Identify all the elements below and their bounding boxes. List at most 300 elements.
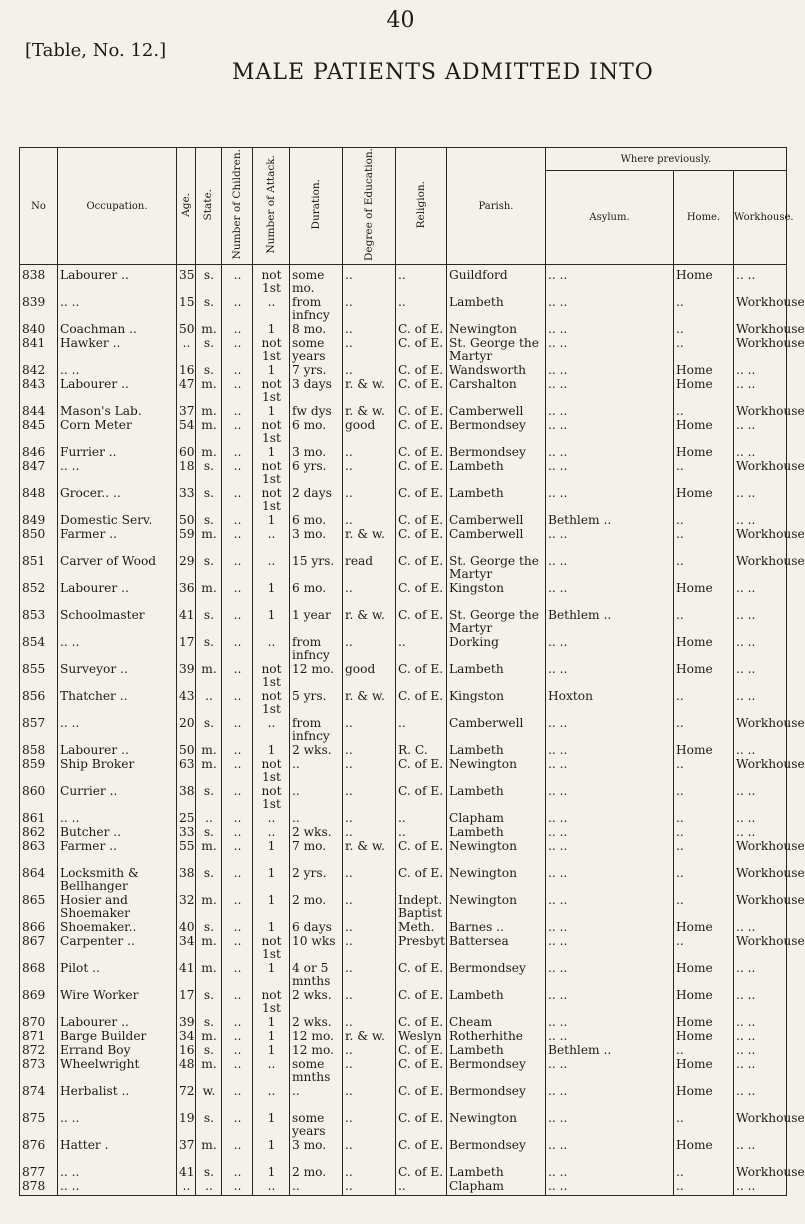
cell-age: 20 [177,716,196,743]
cell-occupation: Surveyor .. [58,662,177,689]
cell-age: 35 [177,265,196,296]
cell-asylum: .. .. [546,1057,674,1084]
cell-duration: 2 wks. [290,1015,343,1029]
cell-no: 845 [20,418,58,445]
col-header-asylum: Asylum. [546,171,674,265]
cell-state: s. [196,1111,222,1138]
cell-home: .. [674,295,734,322]
cell-age: 59 [177,527,196,554]
cell-parish: Battersea [447,934,546,961]
cell-workhouse: .. .. [734,1029,787,1043]
cell-no: 871 [20,1029,58,1043]
table-row [20,1165,787,1179]
cell-no: 863 [20,839,58,866]
cell-duration: .. [290,811,343,825]
cell-workhouse: .. .. [734,1015,787,1029]
cell-state: m. [196,1138,222,1165]
cell-occupation: Schoolmaster [58,608,177,635]
col-header-state-text: State. [202,188,214,221]
cell-asylum: .. .. [546,459,674,486]
cell-no: 877 [20,1165,58,1179]
cell-age: 50 [177,513,196,527]
cell-occupation: Farmer .. [58,527,177,554]
cell-parish: Clapham [447,1179,546,1196]
cell-children: .. [222,1138,253,1165]
cell-duration: 10 wks [290,934,343,961]
table-row [20,757,787,784]
cell-education: .. [343,988,396,1015]
cell-state: m. [196,418,222,445]
cell-children: .. [222,322,253,336]
cell-occupation: Hawker .. [58,336,177,363]
cell-no: 872 [20,1043,58,1057]
cell-education: .. [343,893,396,920]
cell-no: 864 [20,866,58,893]
cell-state: m. [196,445,222,459]
table-row [20,1057,787,1084]
cell-children: .. [222,811,253,825]
cell-workhouse: .. .. [734,662,787,689]
cell-parish: Lambeth [447,1043,546,1057]
cell-state: s. [196,635,222,662]
page-heading: MALE PATIENTS ADMITTED INTO [232,60,654,85]
cell-attack: 1 [253,513,290,527]
cell-asylum: .. .. [546,961,674,988]
cell-age: 32 [177,893,196,920]
cell-no: 852 [20,581,58,608]
cell-asylum: .. .. [546,893,674,920]
cell-occupation: Furrier .. [58,445,177,459]
cell-religion: Meth. [396,920,447,934]
cell-attack: .. [253,716,290,743]
cell-home: Home [674,1015,734,1029]
cell-state: s. [196,486,222,513]
cell-home: .. [674,608,734,635]
cell-education: read [343,554,396,581]
cell-workhouse: Workhouse [734,839,787,866]
cell-home: Home [674,445,734,459]
cell-occupation: .. .. [58,1111,177,1138]
cell-home: .. [674,513,734,527]
table-row [20,445,787,459]
cell-home: .. [674,1043,734,1057]
cell-no: 855 [20,662,58,689]
cell-occupation: Labourer .. [58,377,177,404]
cell-religion: C. of E. [396,581,447,608]
col-header-education-text: Degree of Education. [362,148,375,261]
table-row [20,527,787,554]
cell-religion: C. of E. [396,1111,447,1138]
cell-occupation: Mason's Lab. [58,404,177,418]
table-row [20,1084,787,1111]
cell-education: r. & w. [343,377,396,404]
cell-occupation: .. .. [58,716,177,743]
cell-workhouse: .. .. [734,486,787,513]
cell-workhouse: .. .. [734,743,787,757]
cell-duration: 1 year [290,608,343,635]
cell-occupation: .. .. [58,811,177,825]
cell-religion: C. of E. [396,757,447,784]
cell-occupation: .. .. [58,363,177,377]
cell-workhouse: .. .. [734,689,787,716]
cell-occupation: Carpenter .. [58,934,177,961]
cell-home: .. [674,811,734,825]
cell-attack: 1 [253,839,290,866]
cell-duration: 3 mo. [290,527,343,554]
cell-home: Home [674,635,734,662]
table-row [20,295,787,322]
cell-workhouse: Workhouse [734,757,787,784]
cell-home: .. [674,1111,734,1138]
cell-state: m. [196,1057,222,1084]
cell-attack: not 1st [253,377,290,404]
cell-children: .. [222,920,253,934]
cell-religion: C. of E. [396,554,447,581]
cell-workhouse: .. .. [734,581,787,608]
cell-attack: 1 [253,920,290,934]
cell-parish: Lambeth [447,662,546,689]
cell-education: .. [343,581,396,608]
cell-home: .. [674,866,734,893]
cell-attack: 1 [253,581,290,608]
cell-education: .. [343,459,396,486]
cell-parish: Bermondsey [447,1084,546,1111]
cell-occupation: Labourer .. [58,743,177,757]
table-row [20,418,787,445]
cell-religion: C. of E. [396,839,447,866]
cell-children: .. [222,1015,253,1029]
cell-attack: .. [253,825,290,839]
cell-no: 846 [20,445,58,459]
cell-age: 39 [177,662,196,689]
cell-education: .. [343,1179,396,1196]
cell-asylum: .. .. [546,404,674,418]
cell-home: Home [674,988,734,1015]
cell-attack: 1 [253,1165,290,1179]
cell-religion: C. of E. [396,322,447,336]
cell-asylum: .. .. [546,1029,674,1043]
cell-parish: St. George the Martyr [447,336,546,363]
cell-education: .. [343,445,396,459]
cell-attack: 1 [253,404,290,418]
table-row [20,265,787,296]
table-row [20,1111,787,1138]
cell-education: r. & w. [343,689,396,716]
cell-asylum: .. .. [546,1111,674,1138]
cell-religion: C. of E. [396,866,447,893]
col-header-religion [396,148,447,265]
cell-no: 851 [20,554,58,581]
cell-state: m. [196,934,222,961]
cell-no: 854 [20,635,58,662]
cell-asylum: .. .. [546,784,674,811]
cell-asylum: .. .. [546,1165,674,1179]
cell-home: .. [674,322,734,336]
cell-state: s. [196,608,222,635]
cell-duration: some mnths [290,1057,343,1084]
cell-no: 875 [20,1111,58,1138]
cell-occupation: Ship Broker [58,757,177,784]
cell-parish: Bermondsey [447,1138,546,1165]
cell-attack: 1 [253,866,290,893]
cell-parish: Newington [447,757,546,784]
col-header-attack-text: Number of Attack. [264,155,277,254]
cell-education: .. [343,743,396,757]
cell-age: 41 [177,1165,196,1179]
cell-attack: not 1st [253,662,290,689]
cell-state: s. [196,866,222,893]
cell-children: .. [222,662,253,689]
cell-education: .. [343,1084,396,1111]
cell-attack: 1 [253,1029,290,1043]
cell-age: 17 [177,988,196,1015]
cell-education: .. [343,295,396,322]
cell-occupation: Errand Boy [58,1043,177,1057]
cell-home: .. [674,554,734,581]
cell-state: s. [196,1165,222,1179]
patients-table [19,147,805,1196]
cell-duration: some years [290,1111,343,1138]
cell-religion: C. of E. [396,1043,447,1057]
cell-no: 841 [20,336,58,363]
cell-education: .. [343,513,396,527]
cell-home: Home [674,662,734,689]
cell-education: .. [343,961,396,988]
cell-state: m. [196,377,222,404]
cell-duration: 6 mo. [290,513,343,527]
cell-children: .. [222,635,253,662]
cell-no: 856 [20,689,58,716]
cell-children: .. [222,486,253,513]
cell-age: 55 [177,839,196,866]
cell-occupation: Currier .. [58,784,177,811]
cell-workhouse: .. .. [734,988,787,1015]
table-header [20,148,794,265]
cell-workhouse: .. .. [734,377,787,404]
cell-duration: 4 or 5 mnths [290,961,343,988]
cell-duration: some years [290,336,343,363]
cell-education: .. [343,322,396,336]
cell-parish: Bermondsey [447,1057,546,1084]
cell-education: .. [343,716,396,743]
cell-parish: St. George the Martyr [447,554,546,581]
cell-asylum: Bethlem .. [546,513,674,527]
col-header-home: Home. [674,171,734,265]
cell-home: .. [674,716,734,743]
cell-age: 33 [177,486,196,513]
cell-age: 50 [177,322,196,336]
col-header-education [343,148,396,265]
cell-attack: 1 [253,961,290,988]
table-row [20,377,787,404]
cell-no: 862 [20,825,58,839]
cell-workhouse: Workhouse [734,716,787,743]
cell-home: .. [674,757,734,784]
cell-state: m. [196,581,222,608]
cell-age: 38 [177,784,196,811]
cell-age: 37 [177,404,196,418]
cell-children: .. [222,404,253,418]
cell-children: .. [222,784,253,811]
table-body [20,265,805,1196]
cell-state: s. [196,1043,222,1057]
cell-attack: not 1st [253,459,290,486]
cell-asylum: .. .. [546,988,674,1015]
cell-state: s. [196,825,222,839]
cell-asylum: .. .. [546,418,674,445]
cell-children: .. [222,377,253,404]
cell-religion: C. of E. [396,961,447,988]
cell-workhouse: .. .. [734,635,787,662]
cell-parish: Lambeth [447,459,546,486]
cell-state: s. [196,1015,222,1029]
table-row [20,934,787,961]
cell-home: Home [674,1084,734,1111]
table-row [20,662,787,689]
cell-occupation: Labourer .. [58,1015,177,1029]
cell-religion: C. of E. [396,377,447,404]
cell-religion: Indept. Baptist [396,893,447,920]
cell-children: .. [222,689,253,716]
cell-education: good [343,418,396,445]
col-header-children [222,148,253,265]
cell-asylum: .. .. [546,581,674,608]
cell-workhouse: Workhouse [734,893,787,920]
cell-religion: .. [396,265,447,296]
cell-attack: 1 [253,893,290,920]
cell-home: .. [674,689,734,716]
cell-workhouse: .. .. [734,920,787,934]
cell-duration: from infncy [290,635,343,662]
table-row [20,1179,787,1196]
cell-age: 34 [177,934,196,961]
cell-asylum: .. .. [546,554,674,581]
cell-religion: C. of E. [396,418,447,445]
cell-parish: Newington [447,839,546,866]
cell-no: 859 [20,757,58,784]
cell-education: .. [343,1165,396,1179]
cell-parish: St. George the Martyr [447,608,546,635]
cell-children: .. [222,825,253,839]
cell-no: 869 [20,988,58,1015]
cell-parish: Wandsworth [447,363,546,377]
table-row [20,893,787,920]
cell-age: 47 [177,377,196,404]
cell-attack: not 1st [253,486,290,513]
cell-no: 867 [20,934,58,961]
cell-education: r. & w. [343,839,396,866]
cell-religion: C. of E. [396,1015,447,1029]
cell-parish: Kingston [447,689,546,716]
table-row [20,459,787,486]
cell-occupation: Coachman .. [58,322,177,336]
table-row [20,784,787,811]
col-header-religion-text: Religion. [414,180,427,229]
cell-children: .. [222,743,253,757]
cell-religion: C. of E. [396,988,447,1015]
cell-age: 43 [177,689,196,716]
cell-age: 38 [177,866,196,893]
cell-asylum: .. .. [546,839,674,866]
cell-occupation: Locksmith & Bellhanger [58,866,177,893]
cell-attack: not 1st [253,934,290,961]
cell-asylum: .. .. [546,866,674,893]
cell-workhouse: .. .. [734,418,787,445]
cell-occupation: Herbalist .. [58,1084,177,1111]
cell-state: m. [196,322,222,336]
cell-no: 847 [20,459,58,486]
cell-children: .. [222,459,253,486]
cell-no: 840 [20,322,58,336]
cell-age: 17 [177,635,196,662]
cell-no: 839 [20,295,58,322]
cell-state: m. [196,527,222,554]
cell-education: r. & w. [343,527,396,554]
table-row [20,1138,787,1165]
cell-state: s. [196,988,222,1015]
cell-workhouse: Workhouse [734,554,787,581]
cell-parish: Newington [447,1111,546,1138]
cell-workhouse: .. .. [734,1138,787,1165]
cell-duration: 5 yrs. [290,689,343,716]
cell-home: .. [674,1165,734,1179]
cell-religion: C. of E. [396,608,447,635]
cell-no: 850 [20,527,58,554]
cell-age: 18 [177,459,196,486]
cell-age: 39 [177,1015,196,1029]
cell-no: 849 [20,513,58,527]
table-row [20,743,787,757]
cell-parish: Lambeth [447,784,546,811]
cell-occupation: .. .. [58,1165,177,1179]
cell-duration: 3 days [290,377,343,404]
cell-religion: .. [396,1179,447,1196]
table-row [20,635,787,662]
cell-age: 37 [177,1138,196,1165]
cell-age: 19 [177,1111,196,1138]
cell-occupation: Carver of Wood [58,554,177,581]
cell-age: 16 [177,1043,196,1057]
cell-children: .. [222,1057,253,1084]
col-header-age [177,148,196,265]
cell-home: .. [674,459,734,486]
cell-workhouse: Workhouse [734,295,787,322]
cell-parish: Carshalton [447,377,546,404]
cell-children: .. [222,1043,253,1057]
cell-children: .. [222,581,253,608]
cell-children: .. [222,513,253,527]
cell-children: .. [222,757,253,784]
cell-asylum: .. .. [546,635,674,662]
cell-children: .. [222,839,253,866]
table-row [20,839,787,866]
table-row [20,363,787,377]
cell-occupation: .. .. [58,459,177,486]
col-header-occupation: Occupation. [58,148,177,265]
cell-religion: .. [396,825,447,839]
cell-duration: fw dys [290,404,343,418]
cell-asylum: .. .. [546,662,674,689]
cell-state: .. [196,1179,222,1196]
cell-parish: Lambeth [447,743,546,757]
cell-children: .. [222,866,253,893]
cell-no: 866 [20,920,58,934]
cell-children: .. [222,363,253,377]
cell-religion: Weslyn [396,1029,447,1043]
cell-religion: C. of E. [396,784,447,811]
table-row [20,513,787,527]
cell-occupation: Wire Worker [58,988,177,1015]
